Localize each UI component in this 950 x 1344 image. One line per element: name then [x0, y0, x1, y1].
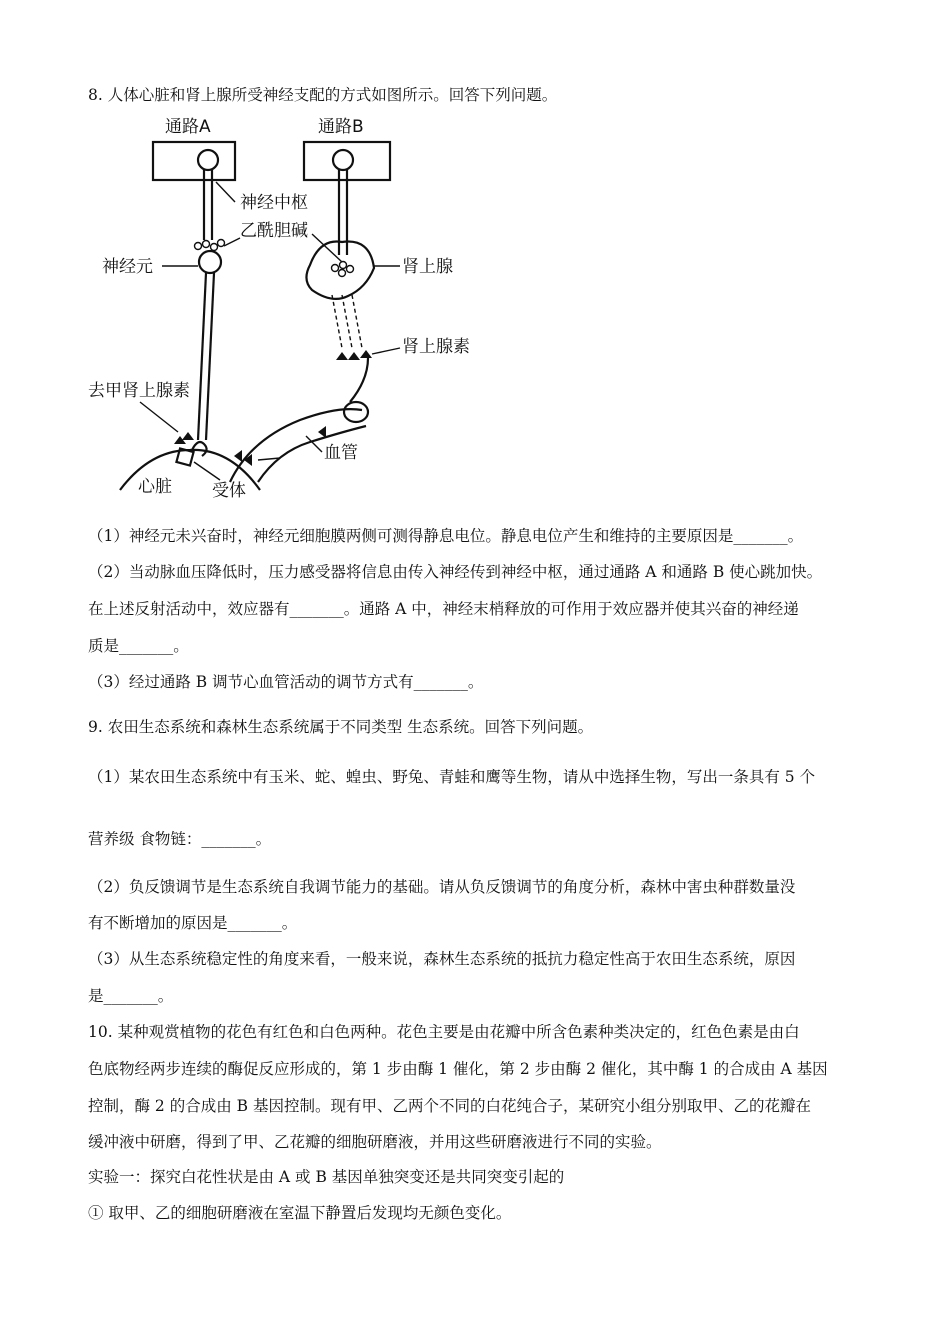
q9-sub2-line2: 有不断增加的原因是_______。: [88, 914, 298, 932]
q9-sub3-line1: （3）从生态系统稳定性的角度来看，一般来说，森林生态系统的抵抗力稳定性高于农田生态系统，原因: [88, 950, 796, 968]
q9-sub1-line2: 营养级 食物链：_______。: [88, 830, 272, 848]
q8-sub1: （1）神经元未兴奋时，神经元细胞膜两侧可测得静息电位。静息电位产生和维持的主要原因是_______。: [88, 527, 804, 545]
label-epinephrine: 肾上腺素: [402, 337, 470, 357]
q10-line3: 控制，酶 2 的合成由 B 基因控制。现有甲、乙两个不同的白花纯合子，某研究小组分别取甲、乙的花瓣在: [88, 1097, 811, 1115]
neuron-body-b: [333, 150, 353, 170]
q10-line1: 10. 某种观赏植物的花色有红色和白色两种。花色主要是由花瓣中所含色素种类决定的，红色色素是由白: [88, 1023, 800, 1041]
q8-sub2-line1: （2）当动脉血压降低时，压力感受器将信息由传入神经传到神经中枢，通过通路 A 和通路 B 使心跳加快。: [88, 563, 823, 581]
neuron-a: [199, 251, 221, 273]
center-box-a: [153, 142, 235, 180]
q8-sub3: （3）经过通路 B 调节心血管活动的调节方式有_______。: [88, 673, 484, 691]
label-vessel: 血管: [324, 443, 358, 463]
label-center: 神经中枢: [240, 193, 308, 213]
q9-sub3-line2: 是_______。: [88, 987, 174, 1005]
q10-step1: ① 取甲、乙的细胞研磨液在室温下静置后发现均无颜色变化。: [88, 1204, 512, 1222]
label-path-a: 通路A: [165, 117, 211, 137]
q10-line4: 缓冲液中研磨，得到了甲、乙花瓣的细胞研磨液，并用这些研磨液进行不同的实验。: [88, 1133, 662, 1151]
q8-sub2-line2: 在上述反射活动中，效应器有_______。通路 A 中，神经末梢释放的可作用于效应器并使其兴奋的神经递: [88, 600, 799, 618]
q10-line2: 色底物经两步连续的酶促反应形成的，第 1 步由酶 1 催化，第 2 步由酶 2 催化，其中酶 1 的合成由 A 基因: [88, 1060, 828, 1078]
label-adrenal: 肾上腺: [402, 257, 453, 277]
q10-experiment1: 实验一：探究白花性状是由 A 或 B 基因单独突变还是共同突变引起的: [88, 1168, 565, 1186]
nerve-diagram: [80, 110, 500, 510]
label-norepinephrine: 去甲肾上腺素: [88, 381, 190, 401]
q8-sub2-line3: 质是_______。: [88, 637, 189, 655]
label-receptor: 受体: [212, 481, 246, 501]
neuron-body-a: [198, 150, 218, 170]
label-path-b: 通路B: [318, 117, 364, 137]
label-heart: 心脏: [138, 477, 172, 497]
q9-sub1-line1: （1）某农田生态系统中有玉米、蛇、蝗虫、野兔、青蛙和鹰等生物，请从中选择生物，写出一条具有 5 个: [88, 768, 816, 786]
label-ach: 乙酰胆碱: [240, 221, 308, 241]
q9-sub2-line1: （2）负反馈调节是生态系统自我调节能力的基础。请从负反馈调节的角度分析，森林中害虫种群数量没: [88, 878, 796, 896]
q9-title: 9. 农田生态系统和森林生态系统属于不同类型 生态系统。回答下列问题。: [88, 718, 594, 736]
q8-title: 8. 人体心脏和肾上腺所受神经支配的方式如图所示。回答下列问题。: [88, 86, 558, 104]
label-neuron: 神经元: [102, 257, 153, 277]
